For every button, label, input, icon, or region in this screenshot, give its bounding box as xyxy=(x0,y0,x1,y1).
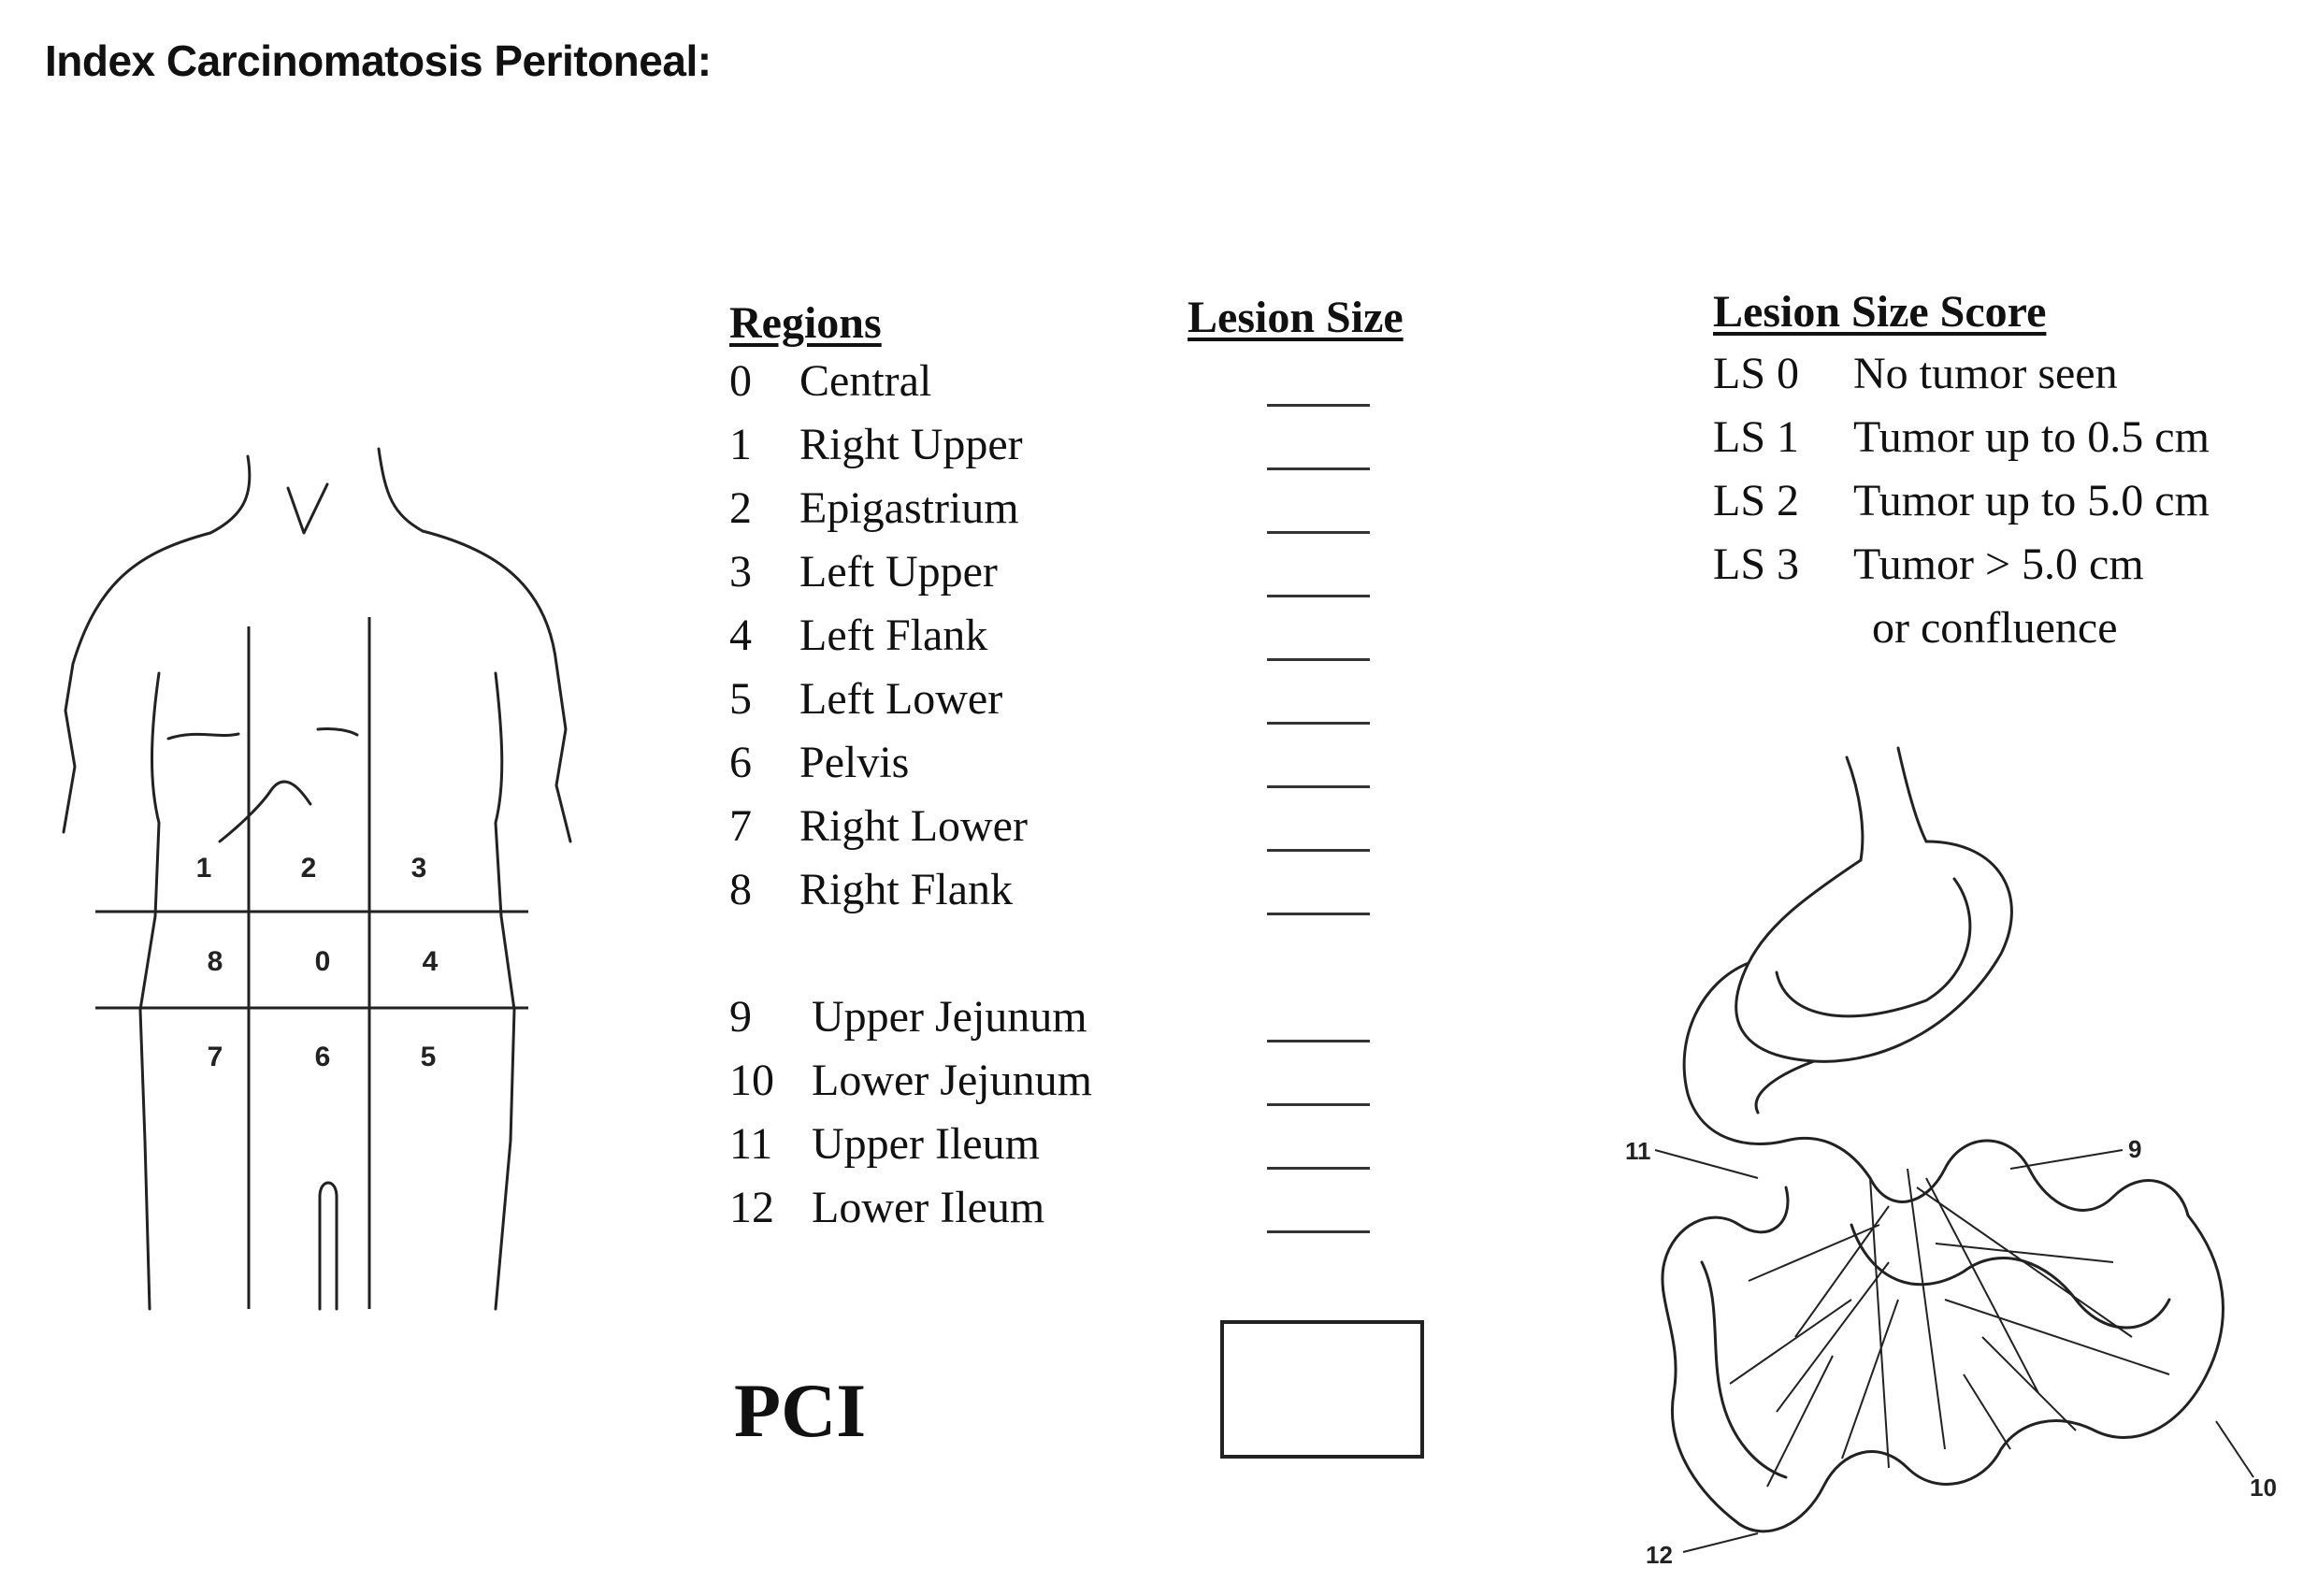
region-name: Left Lower xyxy=(799,674,1003,724)
lesion-size-blank[interactable] xyxy=(1267,785,1370,788)
score-code: LS 0 xyxy=(1713,349,1800,398)
lesion-size-blank[interactable] xyxy=(1267,1103,1370,1106)
lesion-size-blank[interactable] xyxy=(1267,722,1370,725)
label-leader-11 xyxy=(1655,1150,1758,1178)
duodenum-outline xyxy=(1684,963,1814,1143)
lesion-size-score-header: Lesion Size Score xyxy=(1713,287,2047,337)
region-number: 11 xyxy=(729,1119,773,1169)
region-name: Left Upper xyxy=(799,547,998,597)
region-number: 1 xyxy=(729,420,752,469)
torso-collar xyxy=(288,484,327,533)
small-intestine-diagram xyxy=(1608,739,2300,1589)
score-description: No tumor seen xyxy=(1853,349,2118,398)
region-number: 5 xyxy=(729,674,752,724)
region-label-8: 8 xyxy=(207,946,223,977)
lesion-size-header: Lesion Size xyxy=(1188,293,1404,342)
region-label-6: 6 xyxy=(314,1042,331,1072)
intestine-label-11: 11 xyxy=(1625,1137,1651,1165)
score-code: LS 3 xyxy=(1713,539,1800,589)
torso-right-flank xyxy=(496,673,514,1309)
label-leader-9 xyxy=(2010,1150,2123,1169)
lesion-size-blank[interactable] xyxy=(1267,404,1370,407)
region-label-5: 5 xyxy=(420,1042,437,1072)
costal-curve xyxy=(220,782,310,841)
region-name: Pelvis xyxy=(799,738,910,787)
region-number: 0 xyxy=(729,356,752,406)
region-number: 9 xyxy=(729,992,752,1042)
region-number: 8 xyxy=(729,865,752,914)
regions-header: Regions xyxy=(729,298,882,348)
lesion-size-blank[interactable] xyxy=(1267,1167,1370,1170)
region-number: 2 xyxy=(729,483,752,533)
pci-label: PCI xyxy=(734,1368,867,1453)
lesion-size-blank[interactable] xyxy=(1267,595,1370,597)
region-name: Right Lower xyxy=(799,801,1028,851)
score-description: Tumor up to 5.0 cm xyxy=(1853,476,2210,525)
label-leader-10 xyxy=(2216,1421,2253,1477)
torso-left-shoulder xyxy=(64,533,210,832)
abdomen-regions-diagram xyxy=(56,430,580,1328)
torso-neck-right xyxy=(379,449,423,531)
torso-left-flank xyxy=(140,673,159,1309)
region-name: Left Flank xyxy=(799,611,988,660)
region-number: 6 xyxy=(729,738,752,787)
jejunum-loop-inner xyxy=(1851,1225,2169,1328)
region-name: Lower Ileum xyxy=(812,1183,1045,1232)
genital-outline xyxy=(320,1183,337,1309)
region-label-2: 2 xyxy=(300,853,317,884)
region-name: Upper Ileum xyxy=(812,1119,1040,1169)
region-label-7: 7 xyxy=(207,1042,223,1072)
mesentery-vessels xyxy=(1730,1169,2169,1487)
region-number: 7 xyxy=(729,801,752,851)
score-description: Tumor > 5.0 cm xyxy=(1853,539,2144,589)
region-label-3: 3 xyxy=(410,853,427,884)
chest-line-right xyxy=(318,728,357,735)
region-name: Lower Jejunum xyxy=(812,1056,1092,1105)
page-title: Index Carcinomatosis Peritoneal: xyxy=(45,36,712,85)
ileum-loop-inner xyxy=(1702,1262,1786,1477)
region-label-4: 4 xyxy=(422,946,439,977)
intestine-label-10: 10 xyxy=(2250,1474,2277,1502)
region-number: 4 xyxy=(729,611,752,660)
label-leader-12 xyxy=(1683,1533,1758,1552)
chest-line-left xyxy=(168,734,238,739)
region-name: Upper Jejunum xyxy=(812,992,1087,1042)
score-code: LS 1 xyxy=(1713,412,1800,462)
region-name: Right Upper xyxy=(799,420,1023,469)
region-name: Right Flank xyxy=(799,865,1014,914)
lesion-size-blank[interactable] xyxy=(1267,658,1370,661)
lesion-size-blank[interactable] xyxy=(1267,849,1370,852)
score-description: Tumor up to 0.5 cm xyxy=(1853,412,2210,462)
lesion-size-blank[interactable] xyxy=(1267,1230,1370,1233)
lesion-size-blank[interactable] xyxy=(1267,1040,1370,1042)
region-number: 3 xyxy=(729,547,752,597)
region-number: 12 xyxy=(729,1183,774,1232)
pci-total-box[interactable] xyxy=(1220,1320,1424,1459)
torso-neck-left xyxy=(210,456,250,533)
score-code: LS 2 xyxy=(1713,476,1800,525)
esophagus-outline xyxy=(1847,748,1926,860)
region-number: 10 xyxy=(729,1056,774,1105)
region-name: Epigastrium xyxy=(799,483,1019,533)
lesion-size-blank[interactable] xyxy=(1267,913,1370,915)
intestine-label-9: 9 xyxy=(2128,1135,2142,1163)
stomach-outline xyxy=(1736,841,2012,1061)
lesion-size-blank[interactable] xyxy=(1267,531,1370,534)
region-label-1: 1 xyxy=(195,853,212,884)
lesion-size-blank[interactable] xyxy=(1267,467,1370,470)
region-name: Central xyxy=(799,356,932,406)
region-label-0: 0 xyxy=(314,946,331,977)
intestine-label-12: 12 xyxy=(1646,1541,1673,1569)
score-description-continuation: or confluence xyxy=(1872,603,2118,653)
